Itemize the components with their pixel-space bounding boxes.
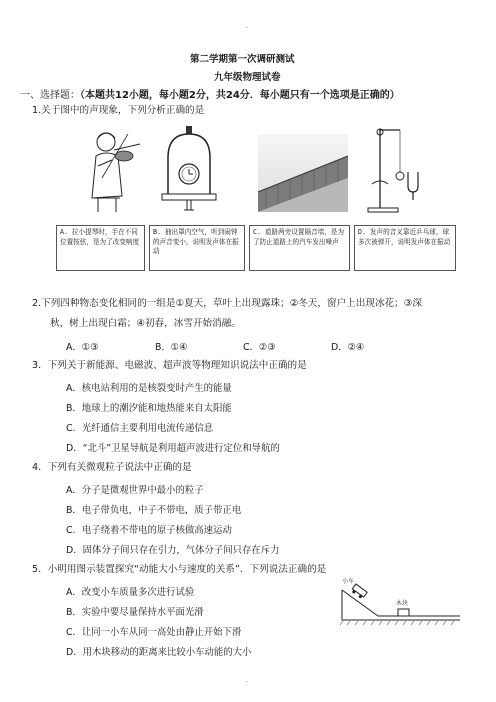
q4-option-a: A．分子是微观世界中最小的粒子 bbox=[66, 485, 204, 496]
section-instructions: （本题共12小题，每小题2分，共24分．每小题只有一个选项是正确的） bbox=[80, 90, 400, 101]
q4-option-d: D．固体分子间只存在引力，气体分子间只存在斥力 bbox=[66, 545, 280, 556]
section-heading bbox=[20, 86, 400, 101]
question-4-stem: 4．下列有关微观粒子说法中正确的是 bbox=[32, 462, 192, 473]
tuning-fork-pingpong-image bbox=[366, 124, 422, 214]
violin-player-image bbox=[84, 126, 144, 214]
q4-option-c: C．电子绕着不带电的原子核做高速运动 bbox=[66, 525, 232, 536]
q1-caption-b: B. 抽出罩内空气，听到闹钟的声音变小，说明发声体在振动 bbox=[149, 225, 245, 271]
bell-jar-clock-image bbox=[160, 124, 218, 212]
q5-option-b: B．实验中要尽量保持水平面光滑 bbox=[66, 607, 204, 618]
q3-option-d: D．“北斗”卫星导航是利用超声波进行定位和导航的 bbox=[66, 443, 280, 454]
q5-option-a: A．改变小车质量多次进行试验 bbox=[66, 587, 195, 598]
q5-option-c: C．让同一小车从同一高处由静止开始下滑 bbox=[66, 627, 242, 638]
q5-option-d: D．用木块移动的距离来比较小车动能的大小 bbox=[66, 647, 252, 658]
q1-caption-d: D. 发声的音叉靠近乒乓球，球多次被弹开，说明发声体在振动 bbox=[354, 225, 456, 271]
q2-option-d: D．②④ bbox=[331, 342, 365, 353]
question-3-stem: 3．下列关于新能源、电磁波、超声波等物理知识说法中正确的是 bbox=[32, 360, 307, 371]
page-dot-top: . bbox=[246, 22, 249, 30]
ramp-cart-block-figure bbox=[338, 576, 464, 626]
sound-barrier-wall-image bbox=[258, 134, 348, 212]
q2-option-b: B．①④ bbox=[155, 342, 188, 353]
page-dot-bottom: . bbox=[246, 676, 249, 684]
q2-option-c: C．②③ bbox=[243, 342, 276, 353]
q3-option-c: C．光纤通信主要利用电流传递信息 bbox=[66, 423, 214, 434]
exam-subtitle: 九年级物理试卷 bbox=[214, 72, 281, 83]
q3-option-a: A．核电站利用的是核裂变时产生的能量 bbox=[66, 383, 232, 394]
question-2-stem-line2: 秋，树上出现白霜；④初春，冰雪开始消融。 bbox=[50, 318, 241, 329]
section-label: 一、选择题： bbox=[20, 90, 80, 101]
question-2-stem-line1: 2.下列四种物态变化相同的一组是①夏天，草叶上出现露珠；②冬天，窗户上出现冰花；③深 bbox=[32, 298, 422, 309]
cart-label: 小车 bbox=[342, 578, 355, 585]
question-5-stem: 5．小明用图示装置探究“动能大小与速度的关系”．下列说法正确的是 bbox=[32, 564, 327, 575]
block-label: 木块 bbox=[396, 600, 409, 607]
q1-caption-a: A. 拉小提琴时，手在不同位置按弦，是为了改变响度 bbox=[56, 225, 145, 271]
q2-option-a: A．①③ bbox=[66, 342, 99, 353]
exam-title: 第二学期第一次调研测试 bbox=[190, 54, 295, 65]
q1-caption-c: C. 道路两旁设置隔音墙，是为了防止道路上的汽车发出噪声 bbox=[249, 225, 350, 271]
question-1-stem: 1.关于图中的声现象，下列分析正确的是 bbox=[32, 105, 205, 116]
q3-option-b: B．地球上的潮汐能和地热能来自太阳能 bbox=[66, 403, 232, 414]
q4-option-b: B．电子带负电，中子不带电，质子带正电 bbox=[66, 505, 242, 516]
